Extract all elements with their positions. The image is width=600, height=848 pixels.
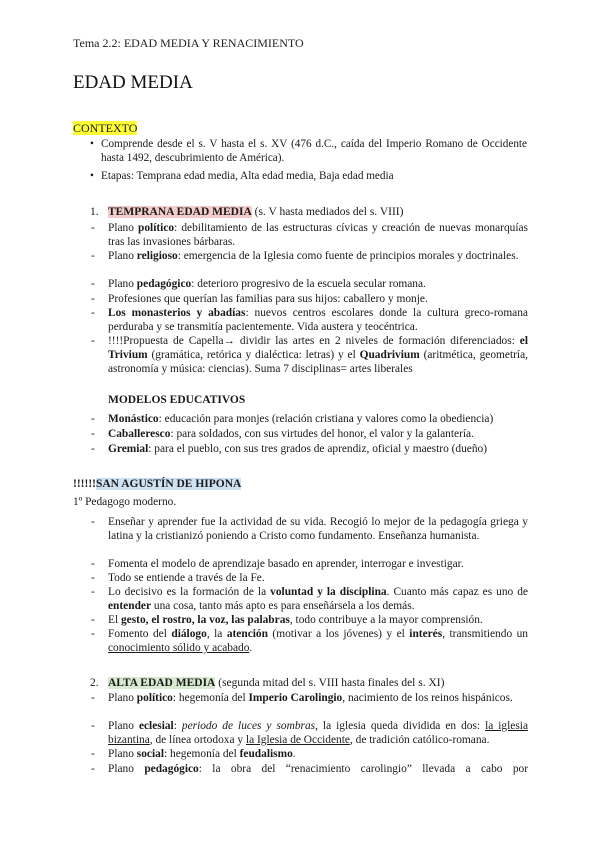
modelos-heading: MODELOS EDUCATIVOS [108,394,246,406]
plano-religioso: religioso [136,250,178,262]
temprana-heading: TEMPRANA EDAD MEDIA [108,206,252,218]
agustin-intro: 1º Pedagogo moderno. [73,496,177,508]
temprana-range: (s. V hasta mediados del s. VIII) [251,206,404,218]
agustin-prefix: !!!!!! [73,478,96,490]
agustin-heading: SAN AGUSTÍN DE HIPONA [95,478,242,490]
section-number: 2. [90,677,99,689]
plano-pedagogico: pedagógico [136,278,192,290]
monasterios: Los monasterios y abadías [108,307,246,319]
plano-politico: político [138,222,175,234]
contexto-bullet-1: Comprende desde el s. V hasta el s. XV (476 d.C., caída del Imperio Romano de Occidente hasta 1492, descubrimiento de América). [101,138,527,164]
alta-range: (segunda mitad del s. VIII hasta finales del s. XI) [215,677,445,689]
page-title: EDAD MEDIA [73,72,193,93]
quadrivium: Quadrivium [359,349,420,361]
alta-heading: ALTA EDAD MEDIA [108,677,216,689]
contexto-bullet-2: Etapas: Temprana edad media, Alta edad media, Baja edad media [101,170,394,182]
document-page: Tema 2.2: EDAD MEDIA Y RENACIMIENTO EDAD MEDIA CONTEXTO • Comprende desde el s. V hasta el s. XV (476 d.C., caída del Imperio Romano de Occidente hasta 1492, descubrimiento de América). • Etapas: Temprana edad media, Alta edad media, Baja edad media 1. TEMPRANA EDAD MEDIA (s. V hasta mediados del s. VIII) - Plano político: debilitamiento de las estructuras cívicas y creación de nuevas monarquías tras las invasiones bárbaras. - Plano religioso: emergencia de la Iglesia como fuente de principios morales y doctrinales. - Plano pedagógico: deterioro progresivo de la escuela secular romana. - Profesiones que querían las familias para sus hijos: caballero y monje. - Los monasterios y abadías: nuevos centros escolares donde la cultura greco-romana perduraba y se transmitía pacientemente. Vida austera y teocéntrica. - !!!!Propuesta de Capella→ dividir las artes en 2 niveles de formación diferenciados: el Trivium (gramática, retórica y dialéctica: letras) y el Quadrivium (aritmética, geometría, astronomía y música: ciencias). Suma 7 disciplinas= artes liberales MODELOS EDUCATIVOS - Monástico: educación para monjes (relación cristiana y valores como la obediencia) - Caballeresco: para soldados, con sus virtudes del honor, el valor y la galantería. - Gremial: para el pueblo, con sus tres grados de aprendiz, oficial y maestro (dueño) !!!!!!SAN AGUSTÍN DE HIPONA 1º Pedagogo moderno. - Enseñar y aprender fue la actividad de su vida. Recogió lo mejor de la pedagogía griega y latina y la cristianizó poniendo a Cristo como fundamento. Enseñanza humanista. - Fomenta el modelo de aprendizaje basado en aprender, interrogar e investigar. - Todo se entiende a través de la Fe. - Lo decisivo es la formación de la voluntad y la disciplina. Cuanto más capaz es uno de entender una cosa, tanto más apto es para enseñársela a los demás. - El gesto, el rostro, la voz, las palabras, todo contribuye a la mayor comprensión. - Fomento del diálogo, la atención (motivar a los jóvenes) y el interés, transmitiendo un conocimiento sólido y acabado. 2. ALTA EDAD MEDIA (segunda mitad del s. VIII hasta finales del s. XI) - Plano político: hegemonía del Imperio Carolingio, nacimiento de los reinos hispánicos. - Plano eclesial: periodo de luces y sombras, la iglesia queda dividida en dos: la iglesia bizantina, de línea ortodoxa y la Iglesia de Occidente, de tradición católico-romana. - Plano social: hegemonía del feudalismo. - Plano pedagógico: la obra del “renacimiento carolingio” llevada a cabo por [73,36,529,775]
section-heading-contexto [73,121,137,136]
section-number: 1. [90,206,99,218]
document-header: Tema 2.2: EDAD MEDIA Y RENACIMIENTO [73,36,304,50]
bullet-dot: • [90,170,94,182]
contexto-heading: CONTEXTO [73,121,138,135]
trivium: el Trivium [108,335,528,361]
bullet-dot: • [90,138,94,150]
